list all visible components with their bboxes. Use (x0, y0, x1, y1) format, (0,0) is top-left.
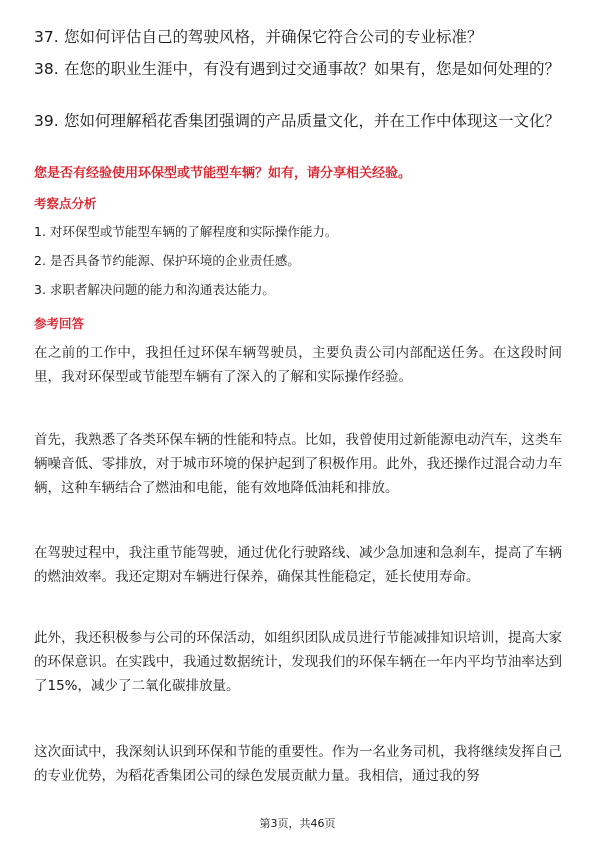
question-text: 在您的职业生涯中，有没有遇到过交通事故？如果有，您是如何处理的？ (64, 60, 561, 78)
question-text: 您如何评估自己的驾驶风格，并确保它符合公司的专业标准？ (64, 28, 483, 46)
question-text: 您如何理解稻花香集团强调的产品质量文化，并在工作中体现这一文化？ (64, 112, 561, 130)
question-number: 37. (34, 28, 59, 46)
answer-paragraph: 首先，我熟悉了各类环保车辆的性能和特点。比如，我曾使用过新能源电动汽车，这类车辆噪音低、零排放，对于城市环境的保护起到了积极作用。此外，我还操作过混合动力车辆，这种车辆结合了燃油和电能，能有效地降低油耗和排放。 (34, 432, 562, 496)
answer-paragraph: 在之前的工作中，我担任过环保车辆驾驶员，主要负责公司内部配送任务。在这段时间里，我对环保型或节能型车辆有了深入的了解和实际操作经验。 (34, 345, 562, 385)
analysis-point: 2. 是否具备节约能源、保护环境的企业责任感。 (34, 253, 300, 268)
question-number: 38. (34, 60, 59, 78)
highlight-question: 您是否有经验使用环保型或节能型车辆？如有，请分享相关经验。 (34, 166, 412, 181)
answer-paragraph: 在驾驶过程中，我注重节能驾驶，通过优化行驶路线、减少急加速和急刹车，提高了车辆的燃油效率。我还定期对车辆进行保养，确保其性能稳定，延长使用寿命。 (34, 545, 562, 585)
question-item (34, 26, 564, 49)
page-footer: 第3页，共46页 (259, 817, 336, 830)
answer-paragraph: 这次面试中，我深刻认识到环保和节能的重要性。作为一名业务司机，我将继续发挥自己的专业优势，为稻花香集团公司的绿色发展贡献力量。我相信，通过我的努 (34, 744, 562, 784)
answer-paragraph: 此外，我还积极参与公司的环保活动，如组织团队成员进行节能减排知识培训，提高大家的环保意识。在实践中，我通过数据统计，发现我们的环保车辆在一年内平均节油率达到了15%，减少了二氧化碳排放量。 (34, 630, 562, 694)
question-number: 39. (34, 112, 59, 130)
answer-title: 参考回答 (34, 316, 85, 331)
question-item (34, 110, 564, 133)
question-item (34, 58, 564, 81)
analysis-point: 3. 求职者解决问题的能力和沟通表达能力。 (34, 282, 275, 297)
analysis-point: 1. 对环保型或节能型车辆的了解程度和实际操作能力。 (34, 224, 338, 239)
analysis-title: 考察点分析 (34, 196, 97, 211)
